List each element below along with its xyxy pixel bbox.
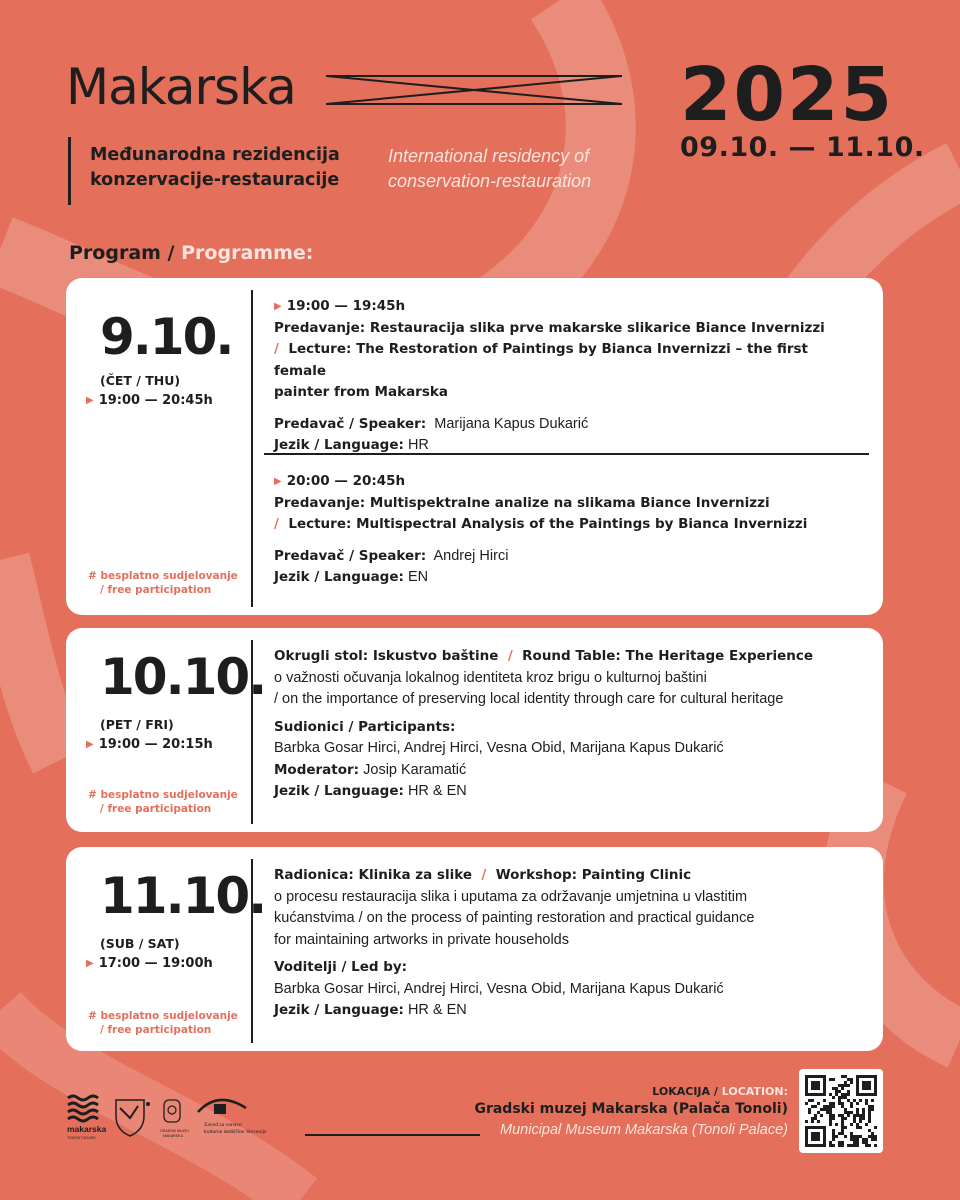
day-of-week: (SUB / SAT)	[100, 936, 180, 951]
play-triangle-icon: ▶	[274, 476, 282, 487]
event-speaker: Predavač / Speaker: Marijana Kapus Dukarić	[274, 415, 589, 432]
day-time: ▶ 19:00 — 20:45h	[86, 393, 213, 408]
event-description: o važnosti očuvanja lokalnog identiteta kroz brigu o kulturnoj baštini	[274, 669, 707, 686]
day-date: 10.10.	[100, 648, 266, 706]
play-triangle-icon: ▶	[86, 958, 94, 969]
svg-text:makarska: makarska	[67, 1124, 107, 1134]
participants-label: Sudionici / Participants:	[274, 718, 456, 735]
event-block: Radionica: Klinika za slike / Workshop: Painting Clinic o procesu restauracija slika i uputama za održavanje umjetnina u vlastitim kućanstvima / on the process of painting restoration and practical guidance for maintaining artworks in private households Voditelji / Led by: Barbka Gosar Hirci, Andrej Hirci, Vesna Obid, Marijana Kapus Dukarić Jezik / Language: HR & EN	[274, 865, 864, 1022]
subtitle-bar	[68, 137, 71, 205]
participants: Barbka Gosar Hirci, Andrej Hirci, Vesna Obid, Marijana Kapus Dukarić	[274, 740, 724, 756]
partner-logos	[66, 1092, 306, 1142]
event-language: Jezik / Language: EN	[274, 569, 429, 585]
day-card-10-10	[66, 628, 883, 832]
location-label: LOKACIJA / LOCATION:	[652, 1085, 788, 1098]
event-title-hr: Predavanje: Restauracija slika prve makarske slikarice Biance Invernizzi	[274, 319, 825, 336]
event-language: Jezik / Language: HR	[274, 437, 429, 453]
svg-text:Zavod za varstvo: Zavod za varstvo	[204, 1122, 242, 1128]
qr-code[interactable]	[799, 1069, 883, 1153]
subtitle-hr: Međunarodna rezidencija konzervacije-restauracije	[90, 145, 340, 190]
event-block: Okrugli stol: Iskustvo baštine / Round Table: The Heritage Experience o važnosti očuvanja lokalnog identiteta kroz brigu o kulturnoj baštini / on the importance of preserving local identity through care for cultural heritage Sudionici / Participants: Barbka Gosar Hirci, Andrej Hirci, Vesna Obid, Marijana Kapus Dukarić Moderator: Josip Karamatić Jezik / Language: HR & EN	[274, 646, 864, 803]
event-language: Jezik / Language: HR & EN	[274, 1002, 467, 1018]
event-dates: 09.10. — 11.10.	[680, 132, 925, 163]
free-participation-note: # besplatno sudjelovanje / free participation	[88, 1010, 238, 1036]
svg-text:kulturne dediščine Slovenije: kulturne dediščine Slovenije	[204, 1129, 267, 1135]
location-en: Municipal Museum Makarska (Tonoli Palace)	[500, 1122, 788, 1138]
program-heading: Program / Programme:	[69, 242, 314, 264]
svg-text:GRADSKI MUZEJ: GRADSKI MUZEJ	[160, 1129, 190, 1133]
day-card-11-10	[66, 847, 883, 1051]
card-divider	[251, 290, 253, 607]
event-year: 2025	[680, 52, 894, 138]
play-triangle-icon: ▶	[86, 395, 94, 406]
event-title-en: / Lecture: The Restoration of Paintings by Bianca Invernizzi – the first female	[274, 341, 808, 379]
event-title-hr: Predavanje: Multispektralne analize na slikama Biance Invernizzi	[274, 494, 770, 511]
moderator: Moderator: Josip Karamatić	[274, 761, 467, 778]
location-hr: Gradski muzej Makarska (Palača Tonoli)	[474, 1101, 788, 1117]
logo-wordmark: Makarska	[66, 58, 296, 116]
event-time: ▶ 19:00 — 19:45h	[274, 298, 406, 314]
tourist-board-logo	[67, 1096, 107, 1140]
footer-rule	[305, 1134, 480, 1136]
leaders: Barbka Gosar Hirci, Andrej Hirci, Vesna Obid, Marijana Kapus Dukarić	[274, 980, 724, 997]
event-language: Jezik / Language: HR & EN	[274, 783, 467, 799]
event-title-en: / Lecture: Multispectral Analysis of the Paintings by Bianca Invernizzi	[274, 516, 808, 532]
event-block-1: ▶ 19:00 — 19:45h Predavanje: Restauracija slika prve makarske slikarice Biance Invernizzi / Lecture: The Restoration of Paintings by Bianca Invernizzi – the first female painter from Makarska Predavač / Speaker: Marijana Kapus Dukarić Jezik / Language: HR	[274, 296, 864, 457]
coat-of-arms-icon	[116, 1100, 150, 1136]
leaders-label: Voditelji / Led by:	[274, 959, 408, 975]
event-speaker: Predavač / Speaker: Andrej Hirci	[274, 547, 509, 564]
museum-logo	[160, 1100, 189, 1138]
event-description: o procesu restauracija slika i uputama za održavanje umjetnina u vlastitim	[274, 888, 748, 905]
event-title: Okrugli stol: Iskustvo baštine / Round Table: The Heritage Experience	[274, 648, 813, 664]
svg-text:MAKARSKA: MAKARSKA	[163, 1134, 183, 1138]
institute-logo	[198, 1100, 267, 1135]
logo-cross-mark	[326, 72, 622, 108]
svg-text:TOURIST BOARD: TOURIST BOARD	[67, 1136, 96, 1140]
day-card-9-10	[66, 278, 883, 615]
day-date: 9.10.	[100, 308, 233, 366]
day-time: ▶ 17:00 — 19:00h	[86, 956, 213, 971]
day-date: 11.10.	[100, 867, 266, 925]
play-triangle-icon: ▶	[86, 739, 94, 750]
event-time: ▶ 20:00 — 20:45h	[274, 473, 406, 489]
event-block-2	[274, 471, 864, 589]
day-of-week: (ČET / THU)	[100, 373, 181, 388]
play-triangle-icon: ▶	[274, 301, 282, 312]
free-participation-note: # besplatno sudjelovanje / free participation	[88, 789, 238, 815]
event-title: Radionica: Klinika za slike / Workshop: Painting Clinic	[274, 867, 692, 883]
day-of-week: (PET / FRI)	[100, 717, 174, 732]
event-separator	[264, 453, 869, 455]
day-time: ▶ 19:00 — 20:15h	[86, 737, 213, 752]
free-participation-note: # besplatno sudjelovanje / free participation	[88, 570, 238, 596]
subtitle-en: International residency of conservation-restauration	[388, 146, 592, 191]
qr-code-icon	[805, 1075, 877, 1147]
